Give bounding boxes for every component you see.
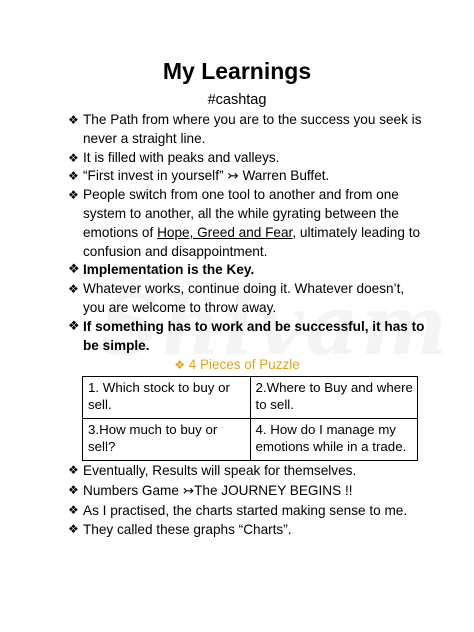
list-item — [68, 186, 428, 261]
point-text: It is filled with peaks and valleys. — [83, 149, 280, 165]
diamond-bullet-icon: ❖ — [68, 169, 79, 184]
list-item — [68, 461, 428, 481]
point-text: They called these graphs “Charts”. — [83, 522, 292, 538]
point-text: As I practised, the charts started making sense to me. — [83, 502, 408, 518]
table-row — [83, 419, 418, 461]
puzzle-heading-text: 4 Pieces of Puzzle — [188, 357, 300, 372]
diamond-bullet-icon: ❖ — [68, 113, 79, 127]
puzzle-table — [82, 376, 418, 461]
diamond-bullet-icon: ❖ — [68, 463, 79, 477]
diamond-bullet-icon: ❖ — [68, 150, 79, 165]
point-text-before: People switch from one tool to another and from one system to another, all the while gyrating between the emotions of — [83, 187, 399, 240]
list-item — [68, 280, 428, 318]
point-text: The Path from where you are to the success you seek is never a straight line. — [83, 112, 422, 146]
page-title: My Learnings — [162, 58, 312, 84]
diamond-bullet-icon: ❖ — [174, 358, 185, 372]
list-item — [68, 167, 428, 186]
diamond-bullet-icon: ❖ — [68, 282, 79, 297]
diamond-bullet-icon: ❖ — [68, 502, 79, 517]
puzzle-heading — [0, 357, 474, 372]
table-cell: 1. Which stock to buy or sell. — [83, 377, 251, 419]
point-text: Numbers Game ↣The JOURNEY BEGINS !! — [83, 482, 353, 498]
table-cell: 2.Where to Buy and where to sell. — [250, 377, 418, 419]
underlined-emotions: Hope, Greed and Fear, — [157, 224, 297, 240]
hashtag: #cashtag — [207, 92, 267, 108]
point-text: Whatever works, continue doing it. Whatever doesn’t, you are welcome to throw away. — [83, 281, 405, 315]
table-cell: 3.How much to buy or sell? — [83, 419, 251, 461]
diamond-bullet-icon: ❖ — [68, 318, 80, 334]
point-text-after: ultimately leading to confusion and disappointment. — [83, 224, 421, 259]
list-item — [68, 501, 428, 521]
diamond-bullet-icon: ❖ — [68, 522, 79, 537]
diamond-bullet-icon: ❖ — [68, 482, 79, 497]
list-item — [68, 261, 428, 280]
diamond-bullet-icon: ❖ — [68, 262, 80, 278]
closing-points — [68, 461, 428, 540]
point-text: Implementation is the Key. — [83, 262, 255, 278]
point-text: “First invest in yourself” ↣ Warren Buffet. — [83, 168, 330, 184]
list-item — [68, 111, 428, 149]
diamond-bullet-icon: ❖ — [68, 188, 79, 203]
table-row — [83, 377, 418, 419]
learning-points — [68, 111, 428, 355]
point-text: Eventually, Results will speak for themselves. — [83, 463, 357, 478]
point-text: If something has to work and be successful, it has to be simple. — [83, 318, 425, 353]
list-item — [68, 318, 428, 356]
list-item — [68, 481, 428, 501]
table-cell: 4. How do I manage my emotions while in a trade. — [250, 419, 418, 461]
list-item — [68, 149, 428, 168]
list-item — [68, 520, 428, 540]
